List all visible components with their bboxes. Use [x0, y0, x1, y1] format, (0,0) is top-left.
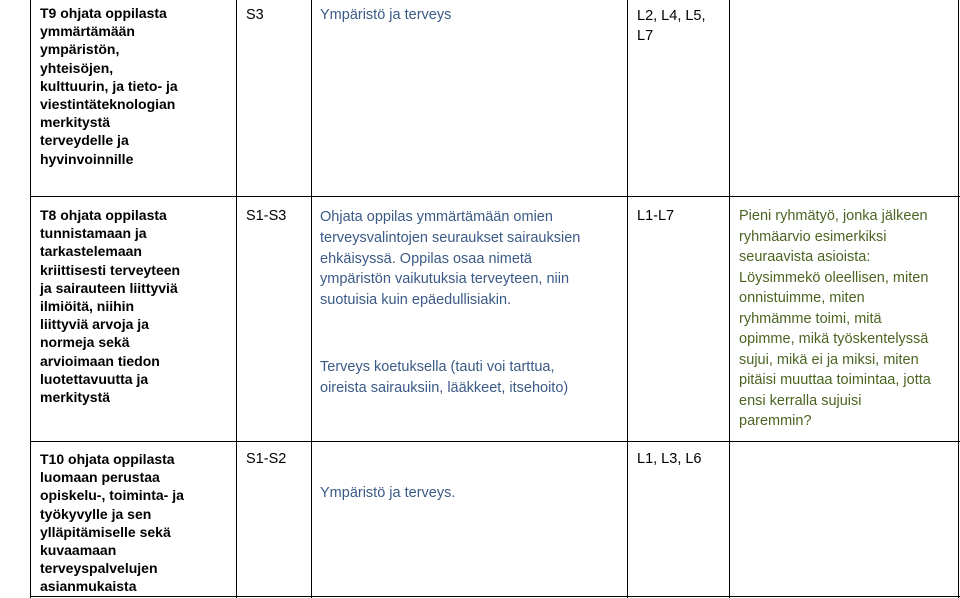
competences-cell: L1-L7: [637, 208, 675, 224]
content-text: Ympäristö ja terveys: [320, 7, 452, 23]
content-area-code: S1-S2: [246, 451, 287, 467]
table-border-right: [958, 0, 959, 598]
competences-cell: L1, L3, L6: [637, 451, 702, 467]
row-divider: [30, 441, 960, 442]
competences-cell: L2, L4, L5, L7: [637, 8, 706, 44]
table-border-bottom: [30, 596, 960, 597]
column-divider: [236, 0, 237, 598]
column-divider: [311, 0, 312, 598]
assessment-cell: Pieni ryhmätyö, jonka jälkeen ryhmäarvio esimerkiksi seuraavista asioista: Löysimmekö oleellisen, miten onnistuimme, miten ryhmämme toimi, mitä opimme, mikä työskentelyssä sujui, mikä ei ja miksi, miten pitäisi muuttaa toimintaa, jotta ensi kerralla sujuisi paremmin?: [739, 208, 931, 429]
content-text: Ohjata oppilas ymmärtämään omien terveysvalintojen seuraukset sairauksien ehkäisyssä. Oppilas osaa nimetä ympäristön vaikutuksia terveyteen, niin suotuisia kuin epäedullisiakin.: [320, 209, 581, 309]
content-text: Ympäristö ja terveys.: [320, 485, 456, 501]
content-text: Terveys koetuksella (tauti voi tarttua, oireista sairauksiin, lääkkeet, itsehoito): [320, 359, 569, 396]
column-divider: [627, 0, 628, 598]
goal-cell: T10 ohjata oppilasta luomaan perustaa opiskelu-, toiminta- ja työkyvylle ja sen ylläpitämiselle sekä kuvaamaan terveyspalvelujen asianmukaista: [40, 451, 184, 595]
goal-cell: T8 ohjata oppilasta tunnistamaan ja tarkastelemaan kriittisesti terveyteen ja sairauteen liittyviä ilmiöitä, niihin liittyviä arvoja ja normeja sekä arvioimaan tiedon luotettavuutta ja merkitystä: [40, 207, 181, 406]
content-area-code: S3: [246, 7, 264, 23]
goal-cell: T9 ohjata oppilasta ymmärtämään ympäristön, yhteisöjen, kulttuurin, ja tieto- ja viestintäteknologian merkitystä terveydelle ja hyvinvoinnille: [40, 5, 178, 167]
content-area-code: S1-S3: [246, 208, 287, 224]
table-border-left: [30, 0, 31, 598]
column-divider: [729, 0, 730, 598]
row-divider: [30, 196, 960, 197]
